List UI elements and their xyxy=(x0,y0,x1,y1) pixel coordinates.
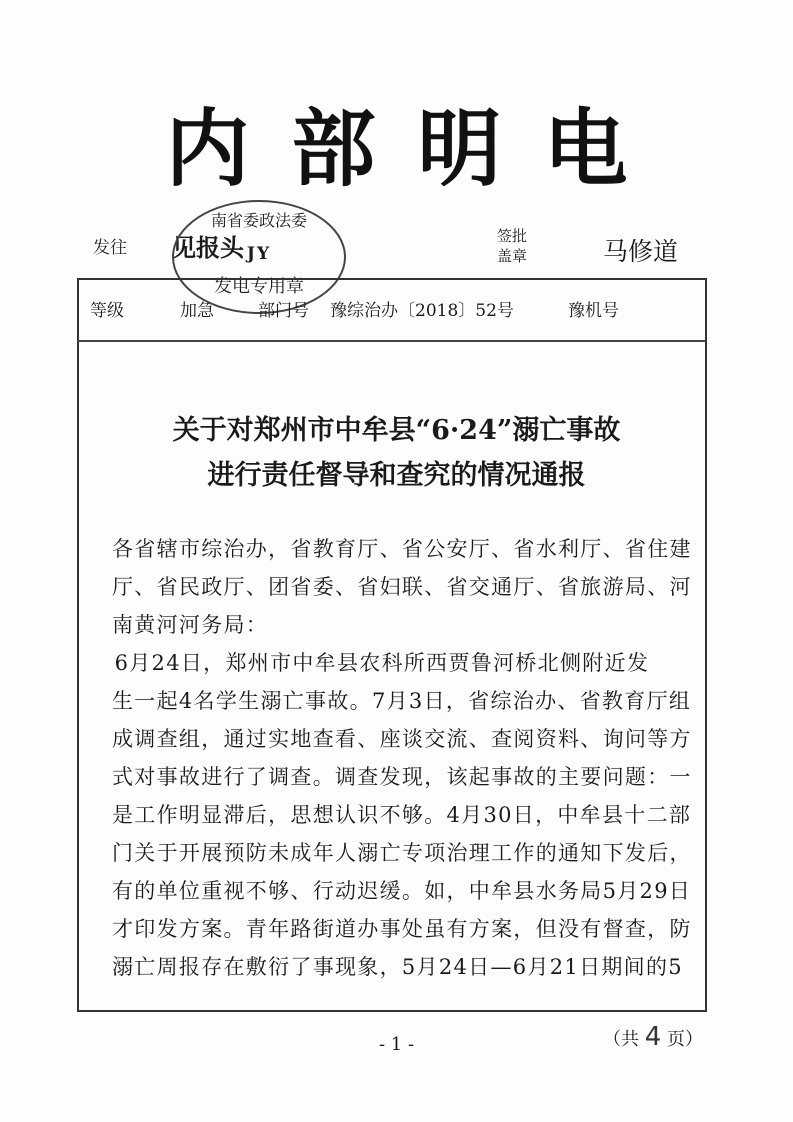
total-suffix: 页） xyxy=(667,1029,704,1050)
masthead-title: 内部明电 xyxy=(165,99,670,198)
doc-body xyxy=(70,530,712,986)
seal-bottom-text: 发电专用章 xyxy=(214,276,304,297)
total-prefix: （共 xyxy=(603,1029,639,1050)
doc-title-line-2: 进行责任督导和查究的情况通报 xyxy=(207,460,586,491)
seal-top-text: 南省委政法委 xyxy=(210,211,307,230)
body-line: 各省辖市综治办，省教育厅、省公安厅、省水利厅、省住建 xyxy=(112,537,692,561)
machine-no-label: 豫机号 xyxy=(568,301,619,321)
send-to-label: 发往 xyxy=(93,238,127,258)
dept-no-value: 豫综治办〔2018〕52号 xyxy=(330,301,514,321)
body-line: 式对事故进行了调查。调查发现，该起事故的主要问题：一 xyxy=(112,765,692,789)
body-line: 才印发方案。青年路街道办事处虽有方案，但没有督查，防 xyxy=(112,917,692,941)
level-label: 等级 xyxy=(90,301,124,321)
total-pages-handwritten: 4 xyxy=(644,1022,662,1052)
dept-no-label: 部门号 xyxy=(258,301,309,321)
doc-title-line-1: 关于对郑州市中牟县“6·24”溺亡事故 xyxy=(172,415,621,446)
seal-middle-text: JY xyxy=(246,244,272,264)
page-number: - 1 - xyxy=(378,1034,415,1055)
body-line: 溺亡周报存在敷衍了事现象，5月24日—6月21日期间的5 xyxy=(112,955,683,979)
body-line: 成调查组，通过实地查看、座谈交流、查阅资料、询问等方 xyxy=(112,727,692,751)
body-line: 厅、省民政厅、团省委、省妇联、省交通厅、省旅游局、河 xyxy=(112,575,692,599)
sign-label xyxy=(497,226,537,266)
body-line: 南黄河河务局： xyxy=(112,613,269,637)
level-value: 加急 xyxy=(180,301,214,321)
header-divider xyxy=(77,340,705,342)
signer-name: 马修道 xyxy=(603,237,679,266)
sign-label-2: 盖章 xyxy=(497,247,528,265)
body-line: 门关于开展预防未成年人溺亡专项治理工作的通知下发后， xyxy=(112,841,692,865)
body-line: 6月24日，郑州市中牟县农科所西贾鲁河桥北侧附近发 xyxy=(70,651,650,675)
send-to-value: 见报头 xyxy=(172,234,244,262)
body-line: 有的单位重视不够、行动迟缓。如，中牟县水务局5月29日 xyxy=(112,879,692,903)
body-line: 生一起4名学生溺亡事故。7月3日，省综治办、省教育厅组 xyxy=(112,689,692,713)
sign-label-1: 签批 xyxy=(497,227,528,245)
body-line: 是工作明显滞后，思想认识不够。4月30日，中牟县十二部 xyxy=(112,803,692,827)
